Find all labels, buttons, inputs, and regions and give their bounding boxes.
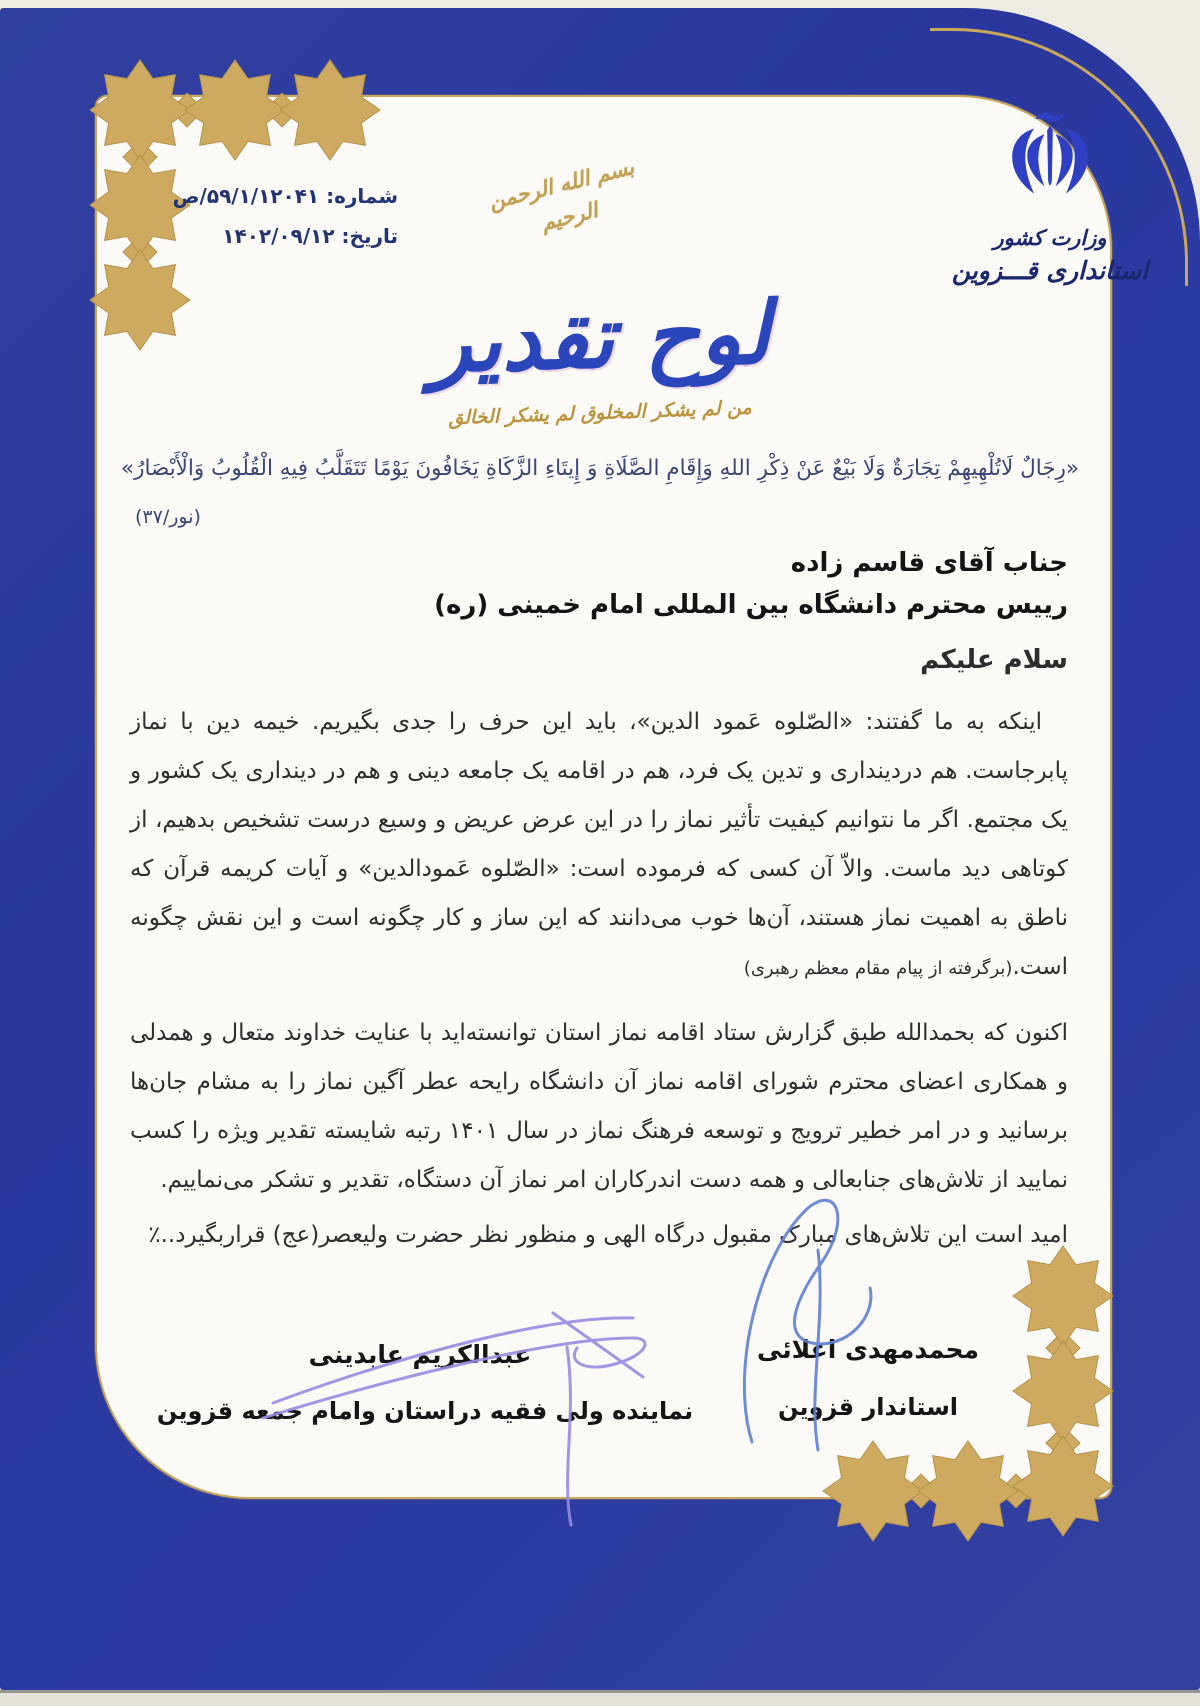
recipient-name: جناب آقای قاسم زاده [790,548,1068,578]
verse-reference: (نور/۳۷) [135,506,201,528]
hadith-line: من لم یشکر المخلوق لم یشکر الخالق [447,396,753,430]
letter-date-label: تاریخ: [341,224,398,248]
body-paragraph-3: امید است این تلاش‌های مبارک مقبول درگاه الهی و منظور نظر حضرت ولیعصر(عج) قراربگیرد..٪ [148,1222,1068,1248]
body-paragraph-1 [130,698,1068,993]
governorate-name: استانداری قـــزوین [951,256,1149,285]
body-paragraph-2: اکنون که بحمدالله طبق گزارش ستاد اقامه نماز استان توانسته‌اید با عنایت خداوند متعال و همدلی و همکاری اعضای محترم شورای اقامه نماز آن دانشگاه رایحه عطر آگین نماز را به مشام جان‌ها برسانید و در امر خطیر ترویج و توسعه فرهنگ نماز در سال ۱۴۰۱ رتبه شایسته تقدیر ویژه را کسب نمایید از تلاش‌های جنابعالی و همه دست اندرکاران امر نماز آن دستگاه، تقدیر و تشکر می‌نماییم. [130,1020,1068,1193]
letter-meta [108,176,398,256]
recipient-title: رییس محترم دانشگاه بین المللی امام خمینی (ره) [434,590,1068,620]
letter-number-value: ۵۹/۱/۱۲۰۴۱/ص [172,184,320,208]
letter-date [108,216,398,256]
signer-left-role: نماینده ولی فقیه دراستان وامام جمعه قزوین [156,1397,694,1425]
letter-date-value: ۱۴۰۲/۰۹/۱۲ [222,224,335,248]
bismillah-text: بسم الله الرحمن الرحیم [486,155,637,236]
letterhead-right [920,104,1180,285]
scan-edge-strip [0,1690,1200,1706]
body-paragraph-1-text: اینکه به ما گفتند: «الصّلوه عَمود الدین»، باید این حرف را جدی بگیریم. خیمه دین با نماز پابرجاست. هم دردینداری و تدین یک فرد، هم در اقامه یک جامعه دینی و هم در دینداری یک کشور و یک مجتمع. اگر ما نتوانیم کیفیت تأثیر نماز را در این عرض عریض و وسیع درست تشخیص بدهیم، از کوتاهی دید ماست. والاّ آن کسی که فرموده است: «الصّلوه عَمودالدین» و آیات کریمه قرآن که ناطق به اهمیت نماز هستند، آن‌ها خوب می‌دانند که این ساز و کار چگونه است و این نقش چگونه است. [130,709,1068,980]
greeting: سلام علیکم [920,645,1068,675]
signer-right-role: استاندار قزوین [777,1393,959,1421]
ministry-name: وزارت کشور [993,226,1107,250]
signer-left-name: عبدالکریم عابدینی [308,1340,532,1369]
quran-verse: «رِجَالٌ لَاتُلْهِيهِمْ تِجَارَةٌ وَلَا بَيْعٌ عَنْ ذِكْرِ اللهِ وَإِقَامِ الصَّلَاةِ وَ إِيتَاءِ الزَّكَاةِ يَخَافُونَ يَوْمًا تَتَقَلَّبُ فِيهِ الْقُلُوبُ وَالْأَبْصَارُ» [120,456,1080,481]
iran-emblem-icon [994,104,1106,222]
letter-number [108,176,398,216]
recipient-block [434,543,1068,627]
body-paragraph-1-note: (برگرفته از پیام مقام معظم رهبری) [743,958,1013,979]
certificate-title: لوح تقدیر [428,283,772,393]
letter-number-label: شماره: [326,184,398,208]
signer-right-name: محمدمهدی اعلائی [756,1335,980,1364]
letter-body [130,698,1068,1260]
